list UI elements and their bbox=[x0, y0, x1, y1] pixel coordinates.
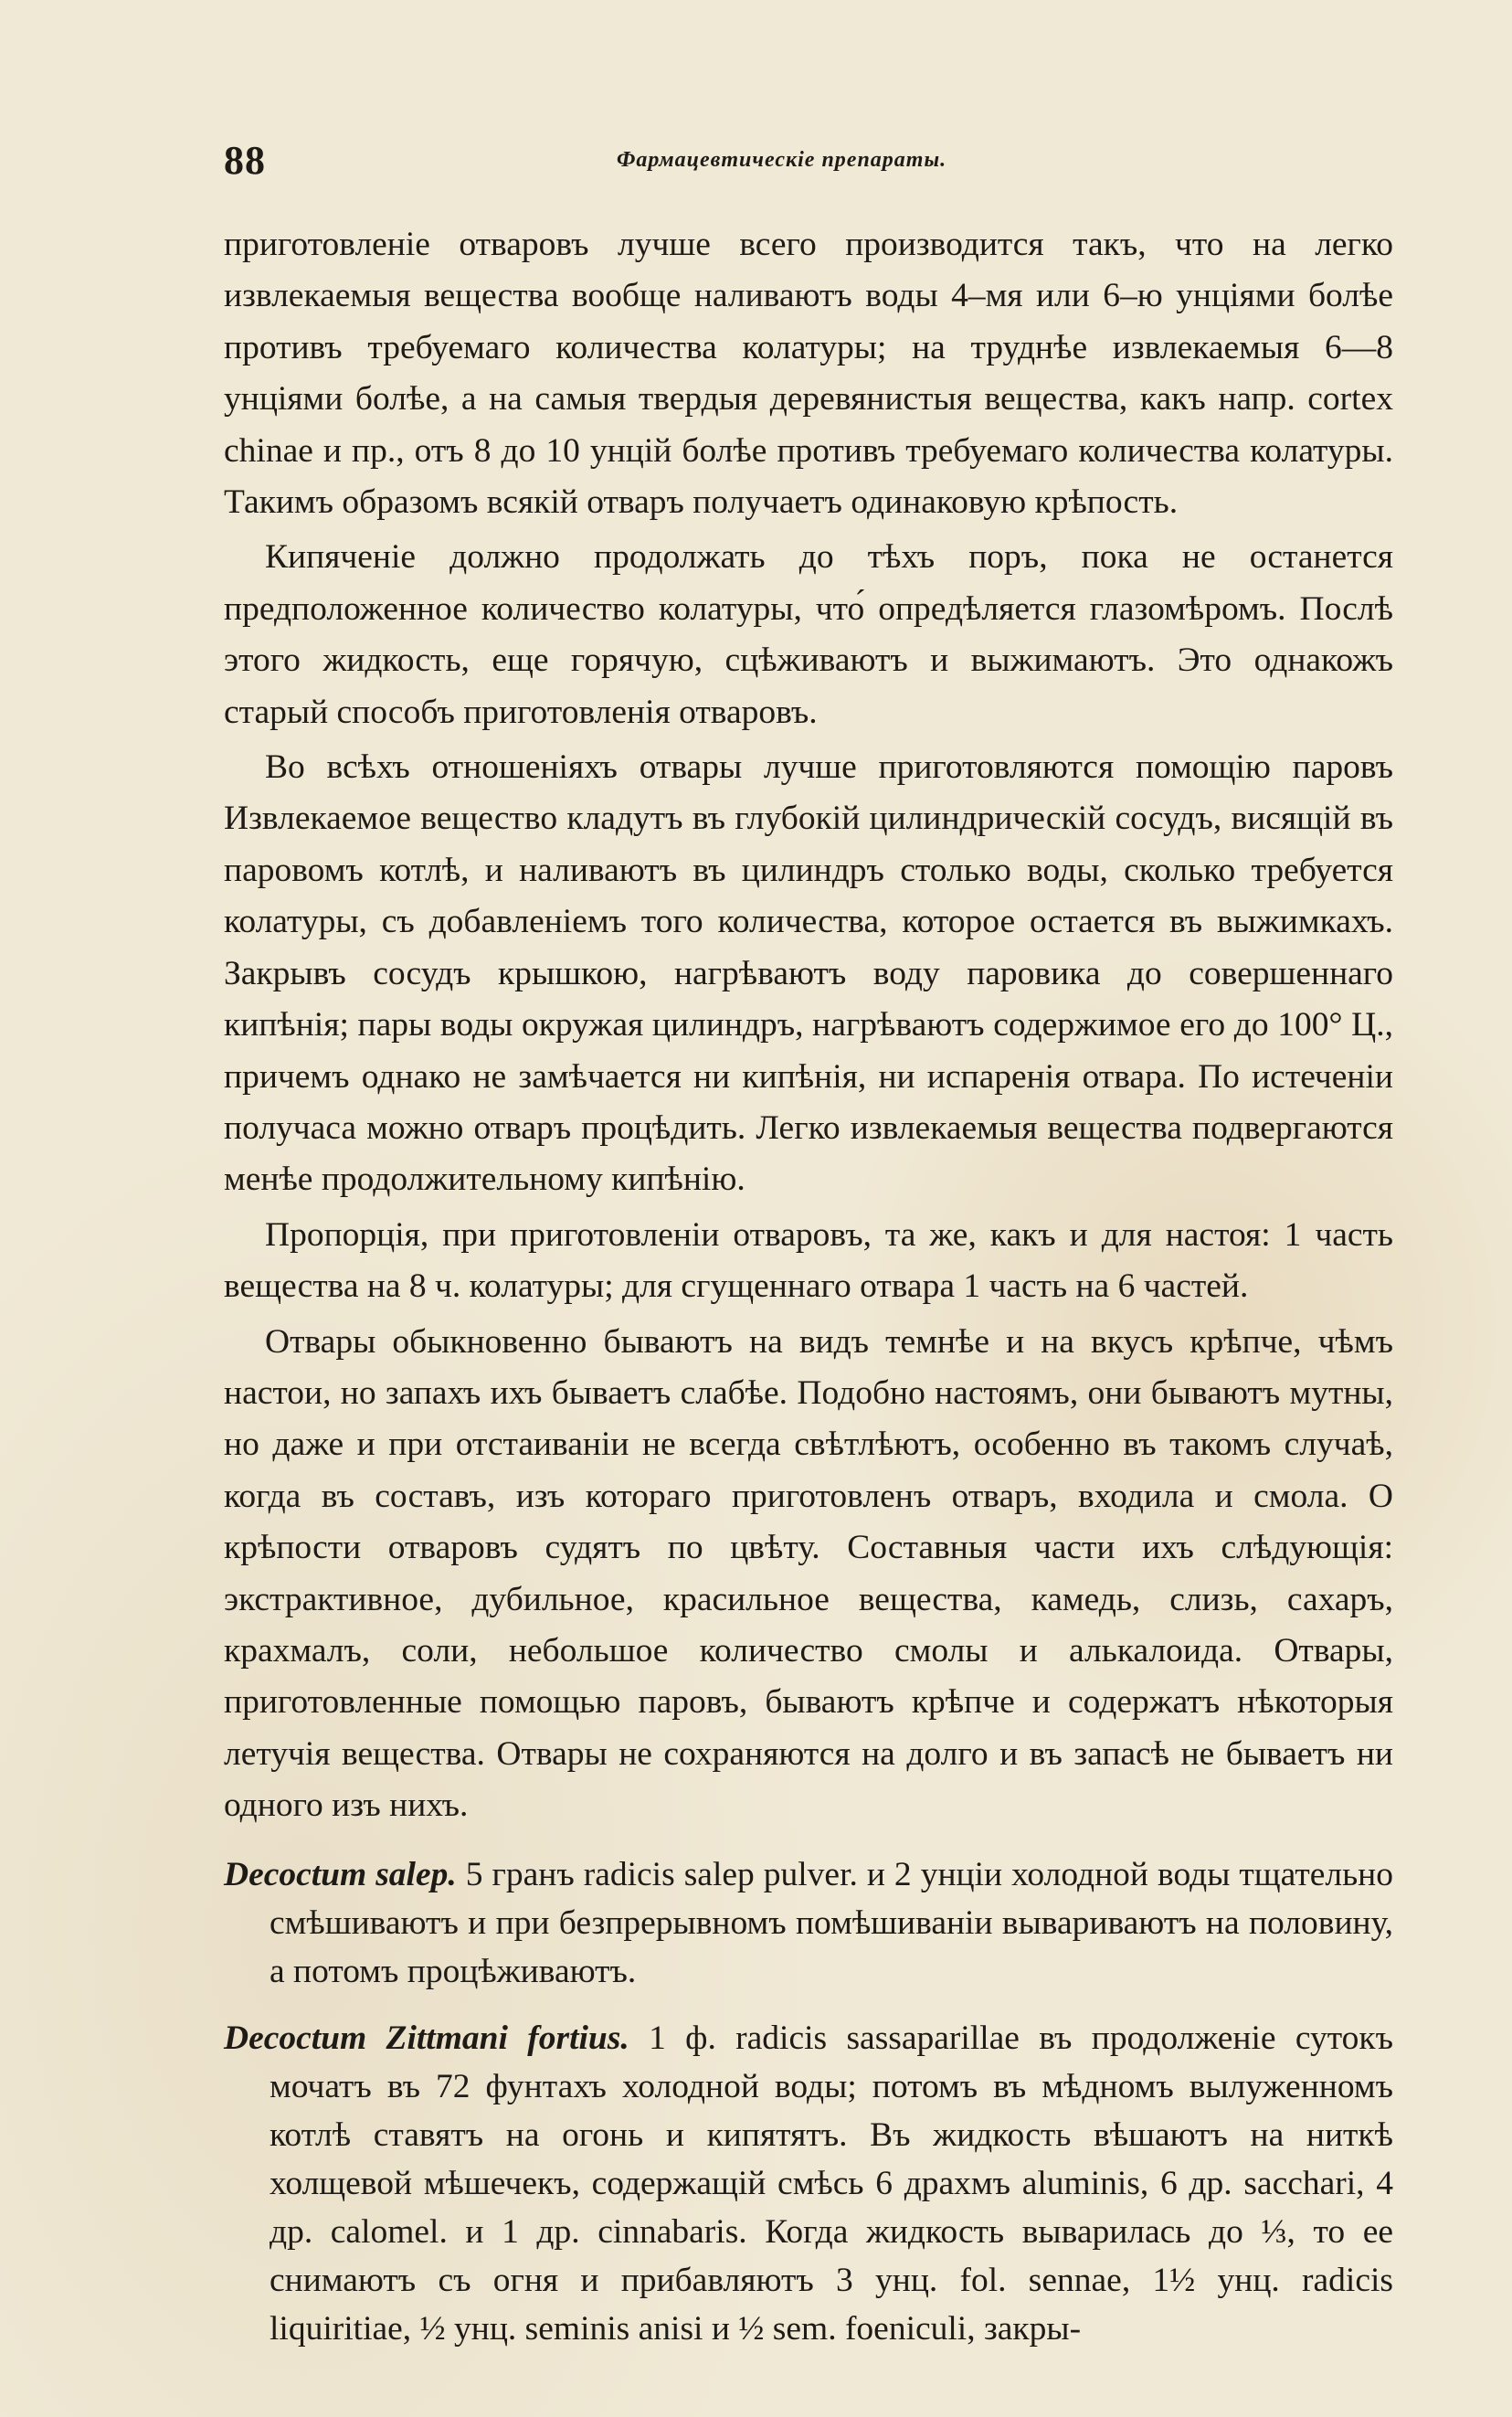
paragraph: Пропорція, при приготовленіи отваровъ, та же, какъ и для настоя: 1 часть вещества на 8 ч. колатуры; для сгущеннаго отвара 1 часть на 6 частей. bbox=[224, 1215, 1393, 1306]
recipe-name: Decoctum Zittmani fortius. bbox=[224, 2019, 629, 2057]
recipe-entry-decoctum-zittmani bbox=[224, 2014, 1393, 2353]
recipe-entry-decoctum-salep bbox=[224, 1850, 1393, 1996]
recipe-text: 1 ф. radicis sassaparillae въ продолженіе сутокъ мочатъ въ 72 фунтахъ холодной воды; потомъ въ мѣдномъ вылуженномъ котлѣ ставятъ на огонь и кипятятъ. Въ жидкость вѣшаютъ на ниткѣ холщевой мѣшечекъ, содержащій смѣсь 6 драхмъ aluminis, 6 др. sacchari, 4 др. calomel. и 1 др. cinnabaris. Когда жидкость выварилась до ⅓, то ее снимаютъ съ огня и прибавляютъ 3 унц. fol. sennae, 1½ унц. radicis liquiritiae, ½ унц. seminis anisi и ½ sem. foeniculi, закры- bbox=[270, 2019, 1394, 2348]
page-header bbox=[224, 137, 1393, 192]
body-text bbox=[224, 219, 1393, 2353]
paragraph: Кипяченіе должно продолжать до тѣхъ поръ, пока не останется предположенное количество колатуры, что́ опредѣляется глазомѣромъ. Послѣ этого жидкость, еще горячую, сцѣживаютъ и выжимаютъ. Это однакожъ старый способъ приготовленія отваровъ. bbox=[224, 538, 1393, 731]
recipe-text: 5 гранъ radicis salep pulver. и 2 унціи холодной воды тщательно смѣшиваютъ и при безпрерывномъ помѣшиваніи вывариваютъ на половину, а потомъ процѣживаютъ. bbox=[270, 1855, 1393, 1990]
running-title: Фармацевтическіе препараты. bbox=[617, 148, 947, 172]
page-number: 88 bbox=[224, 138, 266, 183]
paragraph: Отвары обыкновенно бываютъ на видъ темнѣе и на вкусъ крѣпче, чѣмъ настои, но запахъ ихъ бываетъ слабѣе. Подобно настоямъ, они бываютъ мутны, но даже и при отстаиваніи не всегда свѣтлѣютъ, особенно въ такомъ случаѣ, когда въ составъ, изъ котораго приготовленъ отваръ, входила и смола. О крѣпости отваровъ судятъ по цвѣту. Составныя части ихъ слѣдующія: экстрактивное, дубильное, красильное вещества, камедь, слизь, сахаръ, крахмалъ, соли, небольшое количество смолы и алькалоида. Отвары, приготовленные помощью паровъ, бываютъ крѣпче и содержатъ нѣкоторыя летучія вещества. Отвары не сохраняются на долго и въ запасѣ не бываетъ ни одного изъ нихъ. bbox=[224, 1322, 1393, 1825]
paragraph: приготовленіе отваровъ лучше всего производится такъ, что на легко извлекаемыя вещества вообще наливаютъ воды 4–мя или 6–ю унціями болѣе противъ требуемаго количества колатуры; на труднѣе извлекаемыя 6—8 унціями болѣе, а на самыя твердыя деревянистыя вещества, какъ напр. cortex chinae и пр., отъ 8 до 10 унцій болѣе противъ требуемаго количества колатуры. Такимъ образомъ всякій отваръ получаетъ одинаковую крѣпость. bbox=[224, 226, 1393, 522]
paragraph: Во всѣхъ отношеніяхъ отвары лучше приготовляются помощію паровъ Извлекаемое вещество кладутъ въ глубокій цилиндрическій сосудъ, висящій въ паровомъ котлѣ, и наливаютъ въ цилиндръ столько воды, сколько требуется колатуры, съ добавленіемъ того количества, которое остается въ выжимкахъ. Закрывъ сосудъ крышкою, нагрѣваютъ воду паровика до совершеннаго кипѣнія; пары воды окружая цилиндръ, нагрѣваютъ содержимое его до 100° Ц., причемъ однако не замѣчается ни кипѣнія, ни испаренія отвара. По истеченіи получаса можно отваръ процѣдить. Легко извлекаемыя вещества подвергаются менѣе продолжительному кипѣнію. bbox=[224, 748, 1393, 1199]
recipe-name: Decoctum salep. bbox=[224, 1855, 457, 1893]
